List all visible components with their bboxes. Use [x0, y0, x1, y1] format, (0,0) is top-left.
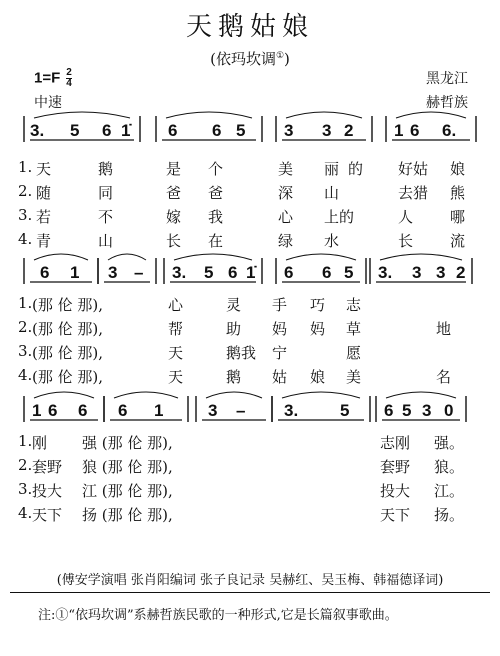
note-number: 2 — [344, 121, 354, 140]
note-number: 6 — [168, 121, 178, 140]
lyric-word: 4. — [18, 366, 33, 384]
lyric-word: 愿 — [346, 344, 362, 362]
lyric-word: 随 — [36, 184, 52, 202]
note-number: 2 — [456, 263, 466, 282]
lyric-word: 帮 — [168, 320, 184, 338]
slur — [174, 254, 252, 260]
slur — [114, 392, 178, 398]
lyric-word: 扬 (那 伦 那), — [82, 506, 173, 524]
lyric-word: 青 — [36, 232, 52, 250]
note-number: 3 — [108, 263, 118, 282]
lyric-word: 江。 — [434, 482, 465, 500]
note-number: 5 — [344, 263, 354, 282]
note-number: 1 — [32, 401, 42, 420]
slur — [286, 112, 362, 118]
slur — [282, 392, 360, 398]
note-number: 3 — [422, 401, 432, 420]
ethnicity-label: 赫哲族 — [426, 95, 468, 111]
lyric-word: 嫁 — [166, 208, 182, 226]
lyric-word: 3. — [18, 206, 33, 224]
lyric-word: 1. — [18, 432, 33, 450]
region-label: 黑龙江 — [426, 71, 468, 87]
lyric-word: 草 — [346, 320, 362, 338]
lyric-word: 美 — [346, 368, 362, 386]
note-number: – — [236, 401, 246, 420]
lyric-word: 狼 (那 伦 那), — [82, 458, 173, 476]
slur — [108, 254, 146, 260]
lyric-word: 4. — [18, 504, 33, 522]
lyric-word: 刚 — [32, 434, 48, 452]
note-number: 5 — [236, 121, 246, 140]
lyric-word: 个 — [208, 160, 224, 178]
subtitle-close: ) — [284, 50, 290, 68]
note-number: 5 — [402, 401, 412, 420]
lyric-word: 天 — [36, 160, 52, 178]
lyric-word: 投大 — [32, 482, 63, 500]
note-number: 6 — [228, 263, 238, 282]
lyric-word: 好姑 — [398, 160, 429, 178]
slur — [396, 112, 466, 118]
note-number: 1̇ — [246, 263, 256, 282]
lyric-word: 2. — [18, 318, 33, 336]
song-title: 天鹅姑娘 — [185, 12, 314, 42]
note-number: 3 — [412, 263, 422, 282]
subtitle-text: (依玛坎调 — [210, 50, 276, 68]
note-number: 1 — [394, 121, 404, 140]
lyric-word: (那 伦 那), — [32, 296, 104, 314]
lyric-word: 深 — [278, 184, 294, 202]
note-number: 1 — [70, 263, 80, 282]
lyric-word: 同 — [98, 184, 114, 202]
slur — [34, 112, 130, 118]
lyric-word: 熊 — [450, 184, 466, 202]
lyric-word: 心 — [278, 208, 294, 226]
tempo-marking: 中速 — [34, 95, 62, 111]
note-number: 3 — [436, 263, 446, 282]
lyric-word: 名 — [436, 368, 452, 386]
note-number: 0 — [444, 401, 454, 420]
lyric-word: 妈 — [310, 320, 326, 338]
lyric-word: 娘 — [450, 160, 466, 178]
lyric-word: 丽 — [324, 160, 340, 178]
lyric-word: 是 — [166, 160, 182, 178]
note-number: 5 — [70, 121, 80, 140]
note-number: 5 — [340, 401, 350, 420]
lyric-word: (那 伦 那), — [32, 344, 104, 362]
lyric-word: 套野 — [32, 458, 63, 476]
lyric-word: 3. — [18, 480, 33, 498]
note-number: 3 — [208, 401, 218, 420]
lyric-word: 鹅我 — [226, 344, 257, 362]
note-number: 6 — [40, 263, 50, 282]
time-bottom: 4 — [66, 78, 72, 89]
lyric-word: (那 伦 那), — [32, 320, 104, 338]
lyric-word: 在 — [208, 232, 224, 250]
lyric-word: 绿 — [278, 232, 294, 250]
note-number: 1 — [154, 401, 164, 420]
lyric-word: 的 — [348, 160, 364, 178]
lyric-word: 套野 — [380, 458, 411, 476]
note-number: 6 — [384, 401, 394, 420]
lyric-word: 爸 — [166, 184, 182, 202]
lyric-word: 强。 — [434, 434, 465, 452]
lyric-word: 天下 — [32, 506, 63, 524]
lyric-word: 1. — [18, 294, 33, 312]
note-number: 6 — [410, 121, 420, 140]
lyric-word: 妈 — [272, 320, 288, 338]
note-number: – — [134, 263, 144, 282]
note-number: 5 — [204, 263, 214, 282]
lyric-word: 若 — [36, 208, 52, 226]
lyric-word: 天 — [168, 368, 184, 386]
note-number: 6 — [212, 121, 222, 140]
slur — [34, 254, 88, 260]
lyric-word: 美 — [278, 160, 294, 178]
lyric-word: 强 (那 伦 那), — [82, 434, 173, 452]
lyric-word: 志刚 — [380, 434, 411, 452]
lyric-word: 1. — [18, 158, 33, 176]
lyric-word: 天下 — [380, 506, 411, 524]
note-number: 6 — [78, 401, 88, 420]
lyric-word: 姑 — [272, 368, 288, 386]
lyric-word: 狼。 — [434, 458, 465, 476]
time-top: 2 — [66, 67, 72, 78]
slur — [166, 112, 252, 118]
slur — [386, 392, 456, 398]
lyric-word: 哪 — [450, 208, 466, 226]
lyric-word: 2. — [18, 182, 33, 200]
lyric-word: 我 — [208, 208, 224, 226]
lyric-word: 不 — [98, 208, 114, 226]
lyric-word: 地 — [436, 320, 452, 338]
slur — [286, 254, 356, 260]
lyric-word: 人 — [398, 208, 414, 226]
lyric-word: 灵 — [226, 296, 242, 314]
lyric-word: 2. — [18, 456, 33, 474]
lyric-word: 鹅 — [226, 368, 242, 386]
slur — [206, 392, 262, 398]
slur — [380, 254, 462, 260]
lyric-word: 长 — [398, 232, 414, 250]
note-number: 3. — [378, 263, 393, 282]
key-text: 1=F — [34, 69, 61, 87]
lyric-word: 上的 — [324, 208, 355, 226]
lyric-word: 天 — [168, 344, 184, 362]
note-number: 3 — [284, 121, 294, 140]
note-number: 3. — [284, 401, 299, 420]
lyric-word: 扬。 — [434, 506, 465, 524]
note-number: 6 — [284, 263, 294, 282]
lyric-word: 娘 — [310, 368, 326, 386]
note-number: 6 — [118, 401, 128, 420]
credits-line: (傅安学演唱 张肖阳编词 张子良记录 吴赫红、吴玉梅、韩福德译词) — [56, 573, 444, 588]
lyric-word: 志 — [346, 296, 362, 314]
lyric-word: 去猎 — [398, 184, 429, 202]
slur — [34, 392, 94, 398]
lyric-word: 4. — [18, 230, 33, 248]
lyric-word: 山 — [98, 232, 114, 250]
lyric-word: 流 — [450, 232, 466, 250]
lyric-word: 助 — [226, 320, 242, 338]
lyric-word: 山 — [324, 184, 340, 202]
lyric-word: 投大 — [380, 482, 411, 500]
lyric-word: 江 (那 伦 那), — [82, 482, 173, 500]
note-number: 3. — [30, 121, 45, 140]
lyric-word: 鹅 — [98, 160, 114, 178]
note-number: 3 — [322, 121, 332, 140]
lyric-word: 巧 — [310, 296, 326, 314]
divider — [10, 592, 490, 593]
lyric-word: 心 — [168, 296, 184, 314]
lyric-word: (那 伦 那), — [32, 368, 104, 386]
note-number: 6. — [442, 121, 457, 140]
note-number: 3. — [172, 263, 187, 282]
lyric-word: 宁 — [272, 344, 288, 362]
lyric-word: 水 — [324, 232, 340, 250]
note-number: 1̇ — [121, 121, 131, 140]
lyric-word: 长 — [166, 232, 182, 250]
footnote: 注:①“依玛坎调”系赫哲族民歌的一种形式,它是长篇叙事歌曲。 — [38, 608, 398, 623]
lyric-word: 爸 — [208, 184, 224, 202]
note-number: 6 — [322, 263, 332, 282]
note-number: 6 — [102, 121, 112, 140]
lyric-word: 3. — [18, 342, 33, 360]
footnote-mark: ① — [275, 51, 285, 61]
lyric-word: 手 — [272, 296, 288, 314]
note-number: 6 — [48, 401, 58, 420]
